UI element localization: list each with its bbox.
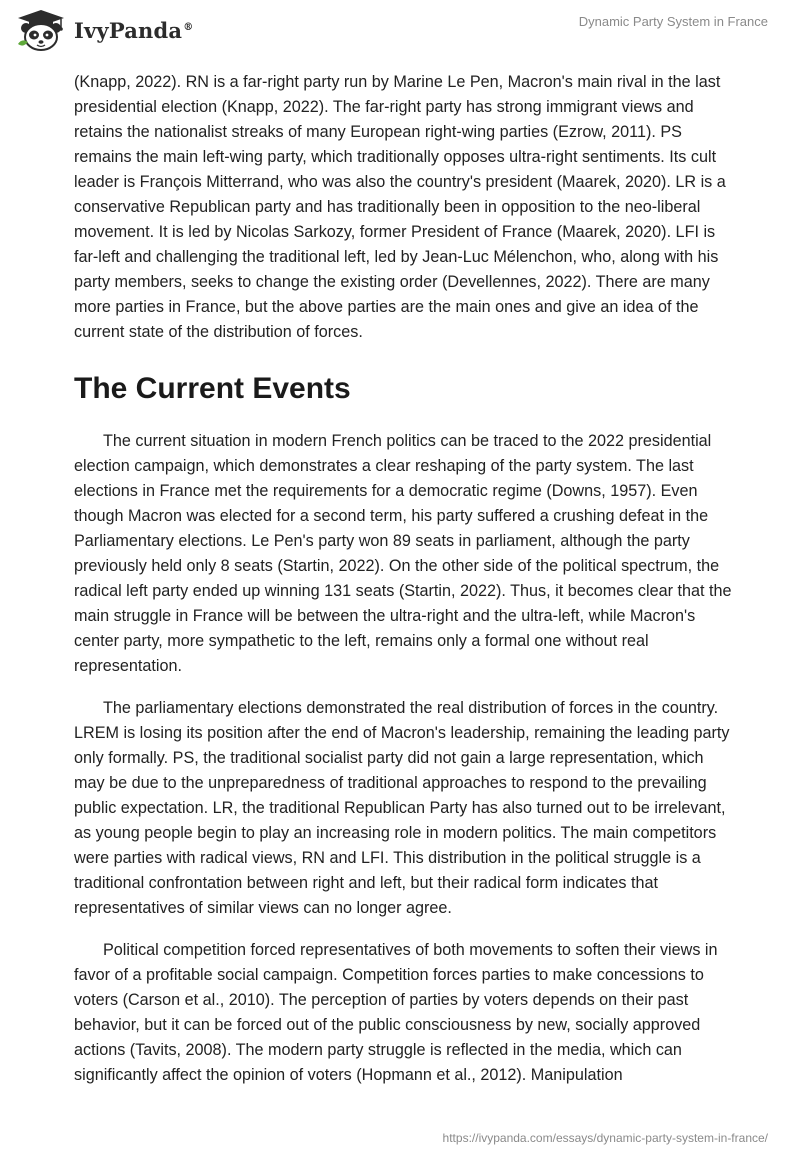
body-paragraph: The parliamentary elections demonstrated the real distribution of forces in the country. LREM is losing its position after the end of Macron's leadership, remaining the leading party only formally. PS, the traditional socialist party did not gain a large representation, which may be due to the unpreparedness of traditional approaches to respond to the prevailing public expectation. LR, the traditional Republican Party has also turned out to be irrelevant, as young people begin to play an increasing role in modern politics. The main competitors were parties with radical views, RN and LFI. This distribution in the political struggle is a traditional confrontation between right and left, but their radical form indicates that representatives of similar views can no longer agree. (74, 699, 730, 917)
intro-paragraph: (Knapp, 2022). RN is a far-right party run by Marine Le Pen, Macron's main rival in the last presidential election (Knapp, 2022). The far-right party has strong immigrant views and retains the nationalist streaks of many European right-wing parties (Ezrow, 2011). PS remains the main left-wing party, which traditionally opposes ultra-right sentiments. Its cult leader is François Mitterrand, who was also the country's president (Maarek, 2020). LR is a conservative Republican party and has traditionally been in opposition to the neo-liberal movement. It is led by Nicolas Sarkozy, former President of France (Maarek, 2020). LFI is far-left and challenging the traditional left, led by Jean-Luc Mélenchon, who, along with his party members, seeks to change the existing order (Devellennes, 2022). There are many more parties in France, but the above parties are the main ones and give an idea of the current state of the distribution of forces. (74, 73, 726, 341)
essay-content (74, 70, 734, 1105)
brand-name: IvyPanda® (74, 17, 194, 43)
source-url[interactable]: https://ivypanda.com/essays/dynamic-party-system-in-france/ (442, 1131, 768, 1145)
panda-graduate-icon (14, 8, 68, 52)
section-heading: The Current Events (74, 372, 351, 405)
body-paragraph: Political competition forced representatives of both movements to soften their views in favor of a profitable social campaign. Competition forces parties to make concessions to voters (Carson et al., 2010). The perception of parties by voters depends on their past behavior, but it can be forced out of the public consciousness by new, socially approved actions (Tavits, 2008). The modern party struggle is reflected in the media, which can significantly affect the opinion of voters (Hopmann et al., 2012). Manipulation (74, 941, 718, 1084)
body-paragraph: The current situation in modern French politics can be traced to the 2022 presidential election campaign, which demonstrates a clear reshaping of the party system. The last elections in France met the requirements for a democratic regime (Downs, 1957). Even though Macron was elected for a second term, his party suffered a crushing defeat in the Parliamentary elections. Le Pen's party won 89 seats in parliament, although the party previously held only 8 seats (Startin, 2022). On the other side of the political spectrum, the radical left party ended up winning 131 seats (Startin, 2022). Thus, it becomes clear that the main struggle in France will be between the ultra-right and the ultra-left, while Macron's center party, more sympathetic to the left, remains only a formal one without real representation. (74, 432, 732, 675)
registered-mark: ® (183, 21, 194, 33)
page-header (0, 0, 800, 60)
brand-logo[interactable] (14, 8, 193, 52)
document-title: Dynamic Party System in France (578, 14, 768, 29)
